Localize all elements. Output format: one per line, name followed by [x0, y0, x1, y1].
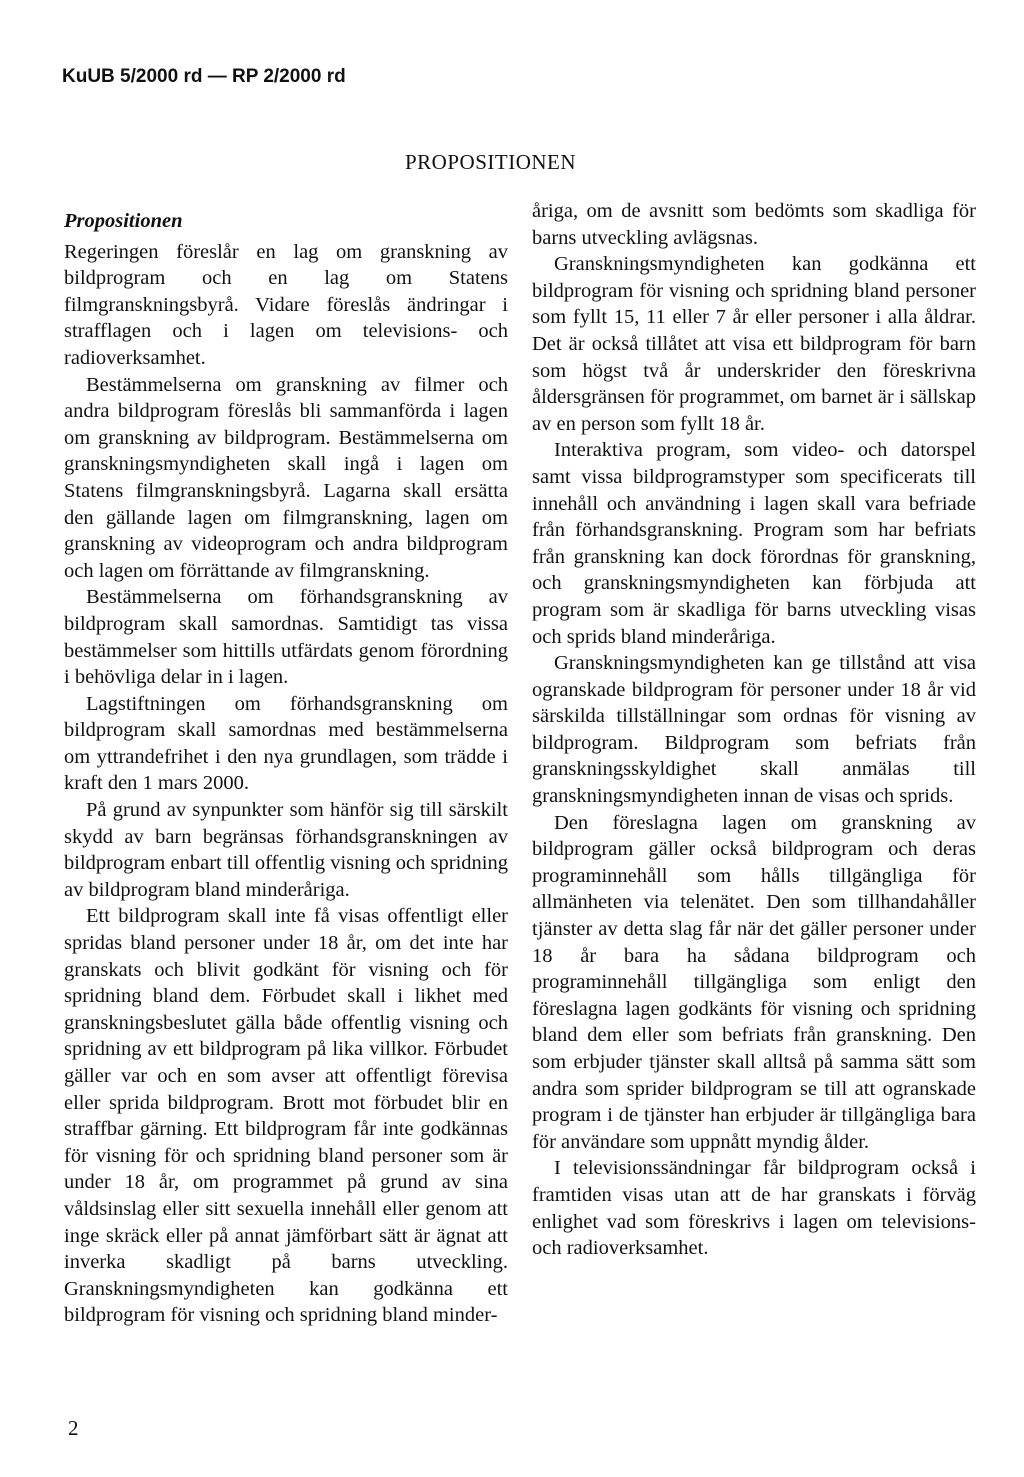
paragraph: Granskningsmyndigheten kan godkänna ett bildprogram för visning och spridning bland personer som fyllt 15, 11 eller 7 år eller personer i alla åldrar. Det är också tillåtet att visa ett bildprogram för barn som högst två år underskrider den föreskrivna åldersgränsen för programmet, om barnet är i sällskap av en person som fyllt 18 år.: [532, 253, 976, 435]
paragraph: Bestämmelserna om förhandsgranskning av bildprogram skall samordnas. Samtidigt tas vissa bestämmelser som hittills utfärdats genom förordning i behövliga delar in i lagen.: [64, 586, 508, 689]
paragraph: Interaktiva program, som video- och datorspel samt vissa bildprogramstyper som specificerats till innehåll och användning i lagen skall vara befriade från förhandsgranskning. Program som har befriats från granskning kan dock förordnas för granskning, och granskningsmyndigheten kan förbjuda att program som är skadliga för barns utveckling visas och sprids bland minderåriga.: [532, 439, 976, 648]
paragraph: Lagstiftningen om förhandsgranskning om bildprogram skall samordnas med bestämmelserna om yttrandefrihet i den nya grundlagen, som trädde i kraft den 1 mars 2000.: [64, 692, 508, 795]
paragraph: åriga, om de avsnitt som bedömts som skadliga för barns utveckling avlägsnas.: [532, 200, 976, 249]
paragraph: På grund av synpunkter som hänför sig till särskilt skydd av barn begränsas förhandsgranskningen av bildprogram enbart till offentlig visning och spridning av bildprogram bland minderåriga.: [64, 799, 508, 901]
left-column: [64, 200, 508, 1329]
paragraph: Den föreslagna lagen om granskning av bildprogram gäller också bildprogram och deras programinnehåll som hålls tillgängliga för allmänheten via telenätet. Den som tillhandahåller tjänster av detta slag får när det gäller personer under 18 år bara ha sådana bildprogram och programinnehåll tillgängliga som enligt den föreslagna lagen godkänts för visning och spridning bland dem eller som befriats från granskning. Den som erbjuder tjänster skall alltså på samma sätt som andra som sprider bildprogram se till att ogranskade program i de tjänster han erbjuder är tillgängliga bara för användare som uppnått myndig ålder.: [532, 811, 976, 1153]
paragraph: Granskningsmyndigheten kan ge tillstånd att visa ogranskade bildprogram för personer under 18 år vid särskilda tillställningar som ordnas för visning av bildprogram. Bildprogram som befriats från granskningsskyldighet skall anmälas till granskningsmyndigheten innan de visas och sprids.: [532, 652, 976, 808]
paragraph: Ett bildprogram skall inte få visas offentligt eller spridas bland personer under 18 år, om det inte har granskats och blivit godkänt för visning och för spridning bland dem. Förbudet skall i likhet med granskningsbeslutet gälla både offentlig visning och spridning av ett bildprogram på lika villkor. Förbudet gäller var och en som avser att offentligt förevisa eller sprida bildprogram. Brott mot förbudet blir en straffbar gärning. Ett bildprogram får inte godkännas för visning för och spridning bland personer som är under 18 år, om programmet på grund av sina våldsinslag eller sitt sexuella innehåll eller genom att inge skräck eller på annat jämförbart sätt är ägnat att inverka skadligt på barns utveckling. Granskningsmyndigheten kan godkänna ett bildprogram för visning och spridning bland minder-: [64, 905, 508, 1327]
page-number: 2: [68, 1416, 79, 1440]
section-title: PROPOSITIONEN: [405, 150, 577, 174]
right-column: [532, 198, 976, 1262]
paragraph: I televisionssändningar får bildprogram också i framtiden visas utan att de har granskats i förväg enlighet vad som föreskrivs i lagen om televisions- och radioverksamhet.: [532, 1157, 976, 1260]
subheading: Propositionen: [64, 210, 183, 232]
paragraph: Bestämmelserna om granskning av filmer och andra bildprogram föreslås bli sammanförda i lagen om granskning av bildprogram. Bestämmelserna om granskningsmyndigheten skall ingå i lagen om Statens filmgranskningsbyrå. Lagarna skall ersätta den gällande lagen om filmgranskning, lagen om granskning av videoprogram och andra bildprogram och lagen om förrättande av filmgranskning.: [64, 373, 508, 582]
paragraph: Regeringen föreslår en lag om granskning av bildprogram och en lag om Statens filmgranskningsbyrå. Vidare föreslås ändringar i strafflagen och i lagen om televisions- och radioverksamhet.: [64, 240, 508, 369]
running-header: KuUB 5/2000 rd — RP 2/2000 rd: [62, 66, 346, 87]
